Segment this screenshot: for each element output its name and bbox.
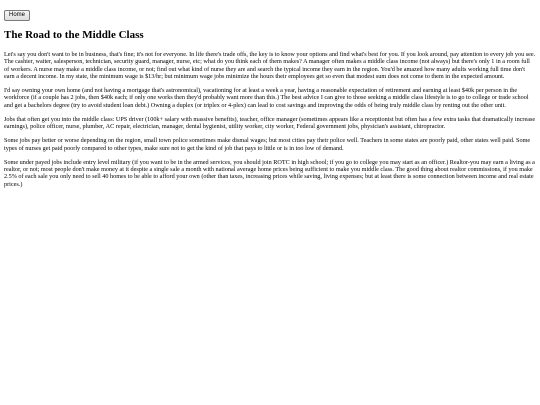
paragraph-underpaid-jobs: Some under payed jobs include entry level military (if you want to be in the armed services, you should join ROTC in high school; if you go to college you may start as an officer.) Realtor-you may earn a living as a realtor, or not; most people don't make money at it despite a single sale a month with national average home prices being sufficient to make you middle class. The good thing about realtor commissions, if you make 2.5% of each sale you only need to sell 40 homes to be able to afford your own (other than taxes, increasing prices while saving, living expenses; but at least there is some connection between income and real estate prices.) [4, 158, 535, 188]
paragraph-middle-class-jobs: Jobs that often get you into the middle class: UPS driver (100k+ salary with massive benefits), teacher, office manager (sometimes appears like a receptionist but often has a few extra tasks that dramatically increase earnings), police officer, nurse, plumber, AC repair, electrician, manager, dental hygienist, utility worker, city worker, Federal government jobs, physician's assistant, chiropractor. [4, 115, 536, 130]
page-content [4, 3, 536, 195]
paragraph-intro: Let's say you don't want to be in business, that's fine; it's not for everyone. In life there's trade offs, the key is to know your options and find what's best for you. If you look around, pay attention to every job you see. The cashier, waiter, salesperson, technician, security guard, manager, nurse, etc; what do you think each of them makes? A manager often makes a middle class income (not always) but there's only 1 in a room full of workers. A nurse may make a middle class income, or not; find out what kind of nurse they are and search the typical income they earn in the region. You'd be amazed how many adults working full time don't earn a decent income. In my state, the minimum wage is $13/hr; but minimum wage jobs minimize the hours their employees get so even that modest sum does not come to them in the expected amount. [4, 51, 536, 80]
article-body [4, 51, 536, 188]
home-button[interactable]: Home [4, 10, 30, 21]
page-title: The Road to the Middle Class [4, 29, 144, 41]
paragraph-regional-pay: Some jobs pay better or worse depending on the region, small town police sometimes make dismal wages; but most cities pay their police well. Teachers in some states are poorly paid, other states well paid. Some types of nurses get paid poorly compared to other types, make sure not to get the kind of job that pays to little or is in too low of demand. [4, 137, 531, 152]
paragraph-middle-class-definition: I'd say owning your own home (and not having a mortgage that's astronomical), vacationing for at least a week a year, having a reasonable expectation of retirement and earning at least $40k per person in the workforce (if a couple has 2 jobs, then $40k each; if only one works then they'd probably want more than this.) The best advice I can give to those seeking a middle class lifestyle is to go to college or trade school and get a bachelors degree (try to avoid student loan debt.) Owning a duplex (or triplex or 4-plex) can lead to cost savings and improving the odds of being truly middle class by renting out the other unit. [4, 87, 529, 109]
